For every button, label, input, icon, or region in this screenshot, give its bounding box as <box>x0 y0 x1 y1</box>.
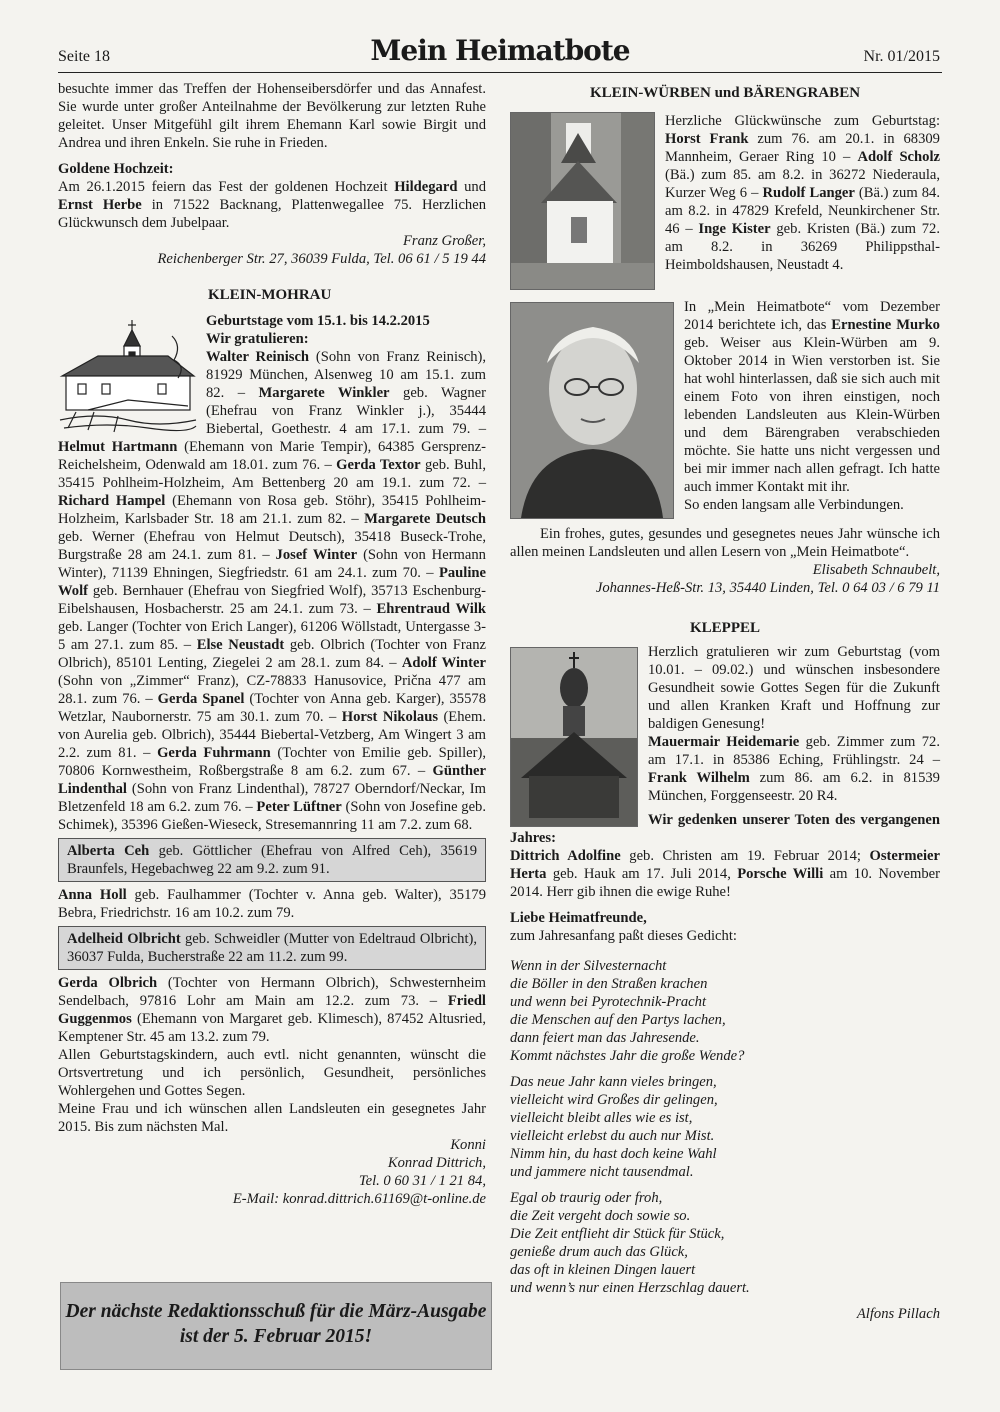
entry-anna-holl: Anna Holl geb. Faulhammer (Tochter v. Anna geb. Walter), 35179 Bebra, Friedrichstr. 16 am 10.2. zum 79. <box>58 887 486 921</box>
deadline-text: Der nächste Redaktionsschuß für die März-Ausgabe ist der 5. Februar 2015! <box>65 1301 487 1347</box>
obituary-continuation: besuchte immer das Treffen der Hohenseibersdörfer und das Annafest. Sie wurde unter großer Anteilnahme der Bevölkerung zur letzten Ruhe geleitet. Unser Mitgefühl gilt ihrem Ehemann Karl sowie Birgit und Andrea und ihren Enkeln. Sie ruhe in Frieden. <box>58 81 486 151</box>
signature-konrad-dittrich: Konni Konrad Dittrich, Tel. 0 60 31 / 1 21 84, E-Mail: konrad.dittrich.61169@t-online.de <box>232 1137 486 1207</box>
poem <box>510 957 940 1297</box>
kleppel-text: Herzlich gratulieren wir zum Geburtstag (vom 10.01. – 09.02.) und wünschen insbesondere Gesundheit sowie Gottes Segen für die Zukunft und allen Kranken Kraft und Hoffnung zur baldigen Genesung! <box>648 644 940 732</box>
congratulate-label: Wir gratulieren: <box>206 331 309 347</box>
golden-wedding-heading: Goldene Hochzeit: <box>58 161 174 177</box>
signature-elisabeth-schnaubelt: Elisabeth Schnaubelt, Johannes-Heß-Str. 13, 35440 Linden, Tel. 0 64 03 / 6 79 11 <box>595 562 940 596</box>
greeting-intro: zum Jahresanfang paßt dieses Gedicht: <box>510 928 737 944</box>
klein-mohrau-heading: KLEIN-MOHRAU <box>208 287 332 303</box>
highlight-box-alberta-ceh: Alberta Ceh geb. Göttlicher (Ehefrau von Alfred Ceh), 35619 Braunfels, Hegebachweg 22 am 9.2. zum 91. <box>58 838 486 882</box>
chapel-tower-photo <box>510 647 638 827</box>
issue-number: Nr. 01/2015 <box>863 48 940 65</box>
kleppel-birthdays: Mauermair Heidemarie geb. Zimmer zum 72. am 17.1. in 85386 Eching, Frühlingstr. 24 – Frank Wilhelm zum 86. am 6.2. in 81539 München, Forggenseestr. 20 R4. <box>648 734 940 804</box>
deadline-banner <box>60 1282 492 1370</box>
klein-mohrau-birthdays: Walter Reinisch (Sohn von Franz Reinisch), 81929 München, Alsenweg 10 am 15.1. zum 82. – Margarete Winkler geb. Wagner (Ehefrau von Franz Winkler j.), 35444 Biebertal, Goethestr. 4 am 17.1. zum 79. – Helmut Hartmann (Ehemann von Marie Tempir), 64385 Gersprenz-Reichelsheim, Odenwald am 18.01. zum 76. – Gerda Textor geb. Buhl, 35415 Pohlheim-Holzheim, Am Bettenberg 20 am 19.1. zum 72. – Richard Hampel (Ehemann von Rosa geb. Stöhr), 35415 Pohlheim-Holzheim, Karlsbader Str. 18 am 21.1. zum 82. – Margarete Deutsch geb. Werner (Ehefrau von Helmut Deutsch), 35418 Buseck-Trohe, Burgstraße 28 am 24.1. zum 81. – Josef Winter (Sohn von Hermann Winter), 71139 Ehningen, Siegfriedstr. 61 am 24.1. zum 70. – Pauline Wolf geb. Bernhauer (Ehefrau von Siegfried Wolf), 35713 Eschenburg-Eibelshausen, Hosbacherstr. 25 am 24.1. zum 73. – Ehrentraud Wilk geb. Langer (Tochter von Erich Langer), 61206 Wöllstadt, Untergasse 3-5 am 27.1. zum 85. – Else Neustadt geb. Olbrich (Tochter von Franz Olbrich), 85101 Lenting, Ziegelei 2 am 28.1. zum 84. – Adolf Winter (Sohn von „Zimmer“ Franz), CZ-78833 Hanusovice, Prična 477 am 28.1. zum 76. – Gerda Spanel (Tochter von Anna geb. Karger), 35578 Wetzlar, Naubornerstr. 75 am 30.1. zum 70. – Horst Nikolaus (Ehem. von Aurelia geb. Olbrich), 35444 Biebertal-Vetzberg, Am Wingert 3 am 2.2. zum 81. – Gerda Fuhrmann (Tochter von Emilie geb. Spiller), 70806 Kornwestheim, Roßbergstraße 8 am 6.2. zum 67. – Günther Lindenthal (Sohn von Franz Lindenthal), 78727 Oberndorf/Neckar, Im Bletzenfeld 18 am 6.2. zum 76. – Peter Lüftner (Sohn von Josefine geb. Schimek), 35396 Gießen-Wieseck, Stresemannring 11 am 7.2. zum 68. <box>58 349 487 833</box>
closing-wishes-2: Meine Frau und ich wünschen allen Landsleuten ein gesegnetes Jahr 2015. Bis zum nächsten Mal. <box>58 1101 486 1135</box>
remembrance-list: Dittrich Adolfine geb. Christen am 19. Februar 2014; Ostermeier Herta geb. Hauk am 17. Juli 2014, Porsche Willi am 10. November 2014. Herr gib ihnen die ewige Ruhe! <box>510 848 940 900</box>
poem-stanza-2: Das neue Jahr kann vieles bringen, vielleicht wird Großes dir gelingen, vielleicht bleibt alles wie es ist, vielleicht erlebst du auch nur Mist. Nimm hin, du hast doch keine Wahl und jammere nicht tausendmal. <box>510 1074 718 1180</box>
header-rule <box>58 72 942 73</box>
klein-wuerben-heading: KLEIN-WÜRBEN und BÄRENGRABEN <box>589 85 861 101</box>
poem-stanza-3: Egal ob traurig oder froh, die Zeit vergeht doch sowie so. Die Zeit entflieht dir Stück für Stück, genieße drum auch das Glück, das oft in kleinen Dingen lauert und wenn’s nur einen Herzschlag dauert. <box>510 1190 750 1296</box>
poem-stanza-1: Wenn in der Silvesternacht die Böller in den Straßen krachen und wenn bei Pyrotechnik-Pracht die Menschen auf den Partys lachen, dann feiert man das Jahresende. Kommt nächstes Jahr die große Wende? <box>510 958 745 1064</box>
ernestine-murko-text: In „Mein Heimatbote“ vom Dezember 2014 berichtete ich, das Ernestine Murko geb. Weiser aus Klein-Würben am 9. Oktober 2014 in Wien verstorben ist. Sie hat wohl hinterlassen, daß sie sich auch mit einem Foto von ihren einstigen, noch lebenden Landsleuten aus Klein-Würben und dem Bärengraben verabschieden möchte. Sie hatte uns nicht vergessen und bei mir immer nach allen gefragt. Ich hatte auch immer Kontakt mit ihr. <box>684 299 940 495</box>
masthead-title: Mein Heimatbote <box>370 34 630 67</box>
new-year-wish: Ein frohes, gutes, gesundes und gesegnetes neues Jahr wünsche ich allen meinen Landsleuten und allen Lesern von „Mein Heimatbote“. <box>510 526 940 560</box>
kleppel-heading: KLEPPEL <box>689 620 760 636</box>
right-column <box>510 84 940 1323</box>
golden-wedding-text: Am 26.1.2015 feiern das Fest der goldenen Hochzeit Hildegard und Ernst Herbe in 71522 Backnang, Plattenwegallee 75. Herzlichen Glückwunsch dem Jubelpaar. <box>58 179 486 231</box>
poem-author: Alfons Pillach <box>856 1306 940 1322</box>
klein-wuerben-birthdays: Herzliche Glückwünsche zum Geburtstag: Horst Frank zum 76. am 20.1. in 68309 Mannheim, Geraer Ring 10 – Adolf Scholz (Bä.) zum 85. am 8.2. in 36272 Niederaula, Kurzer Weg 6 – Rudolf Langer (Bä.) zum 84. am 8.2. in 47829 Krefeld, Neunkirchener Str. 46 – Inge Kister geb. Kristen (Bä.) zum 72. am 8.2. in 36269 Philippsthal-Heimboldshausen, Neustadt 4. <box>665 113 941 273</box>
page-number: Seite 18 <box>58 48 110 65</box>
chapel-photo <box>510 112 655 290</box>
greeting-heading: Liebe Heimatfreunde, <box>510 910 647 926</box>
remembrance-heading: Wir gedenken unserer Toten des vergangenen Jahres: <box>510 812 940 846</box>
entry-gerda-olbrich: Gerda Olbrich (Tochter von Hermann Olbrich), Schwesternheim Sendelbach, 97816 Lohr am Main am 12.2. zum 73. – Friedl Guggenmos (Ehemann von Margaret geb. Klimesch), 87452 Altusried, Kemptener Str. 45 am 13.2. zum 79. <box>58 975 486 1045</box>
left-column <box>58 80 486 1208</box>
closing-wishes: Allen Geburtstagskindern, auch evtl. nicht genannten, wünscht die Ortsvertretung und ich persönlich, Gesundheit, persönliches Wohlergehen und Gottes Segen. <box>58 1047 486 1099</box>
connections-end: So enden langsam alle Verbindungen. <box>684 497 904 513</box>
village-church-illustration <box>58 316 198 434</box>
signature-franz-grosser: Franz Großer, Reichenberger Str. 27, 36039 Fulda, Tel. 06 61 / 5 19 44 <box>157 233 486 267</box>
birthday-range: Geburtstage vom 15.1. bis 14.2.2015 <box>206 313 430 329</box>
portrait-photo-ernestine-murko <box>510 302 674 519</box>
highlight-box-adelheid-olbricht: Adelheid Olbricht geb. Schweidler (Mutter von Edeltraud Olbricht), 36037 Fulda, Bucherstraße 22 am 11.2. zum 99. <box>58 926 486 970</box>
